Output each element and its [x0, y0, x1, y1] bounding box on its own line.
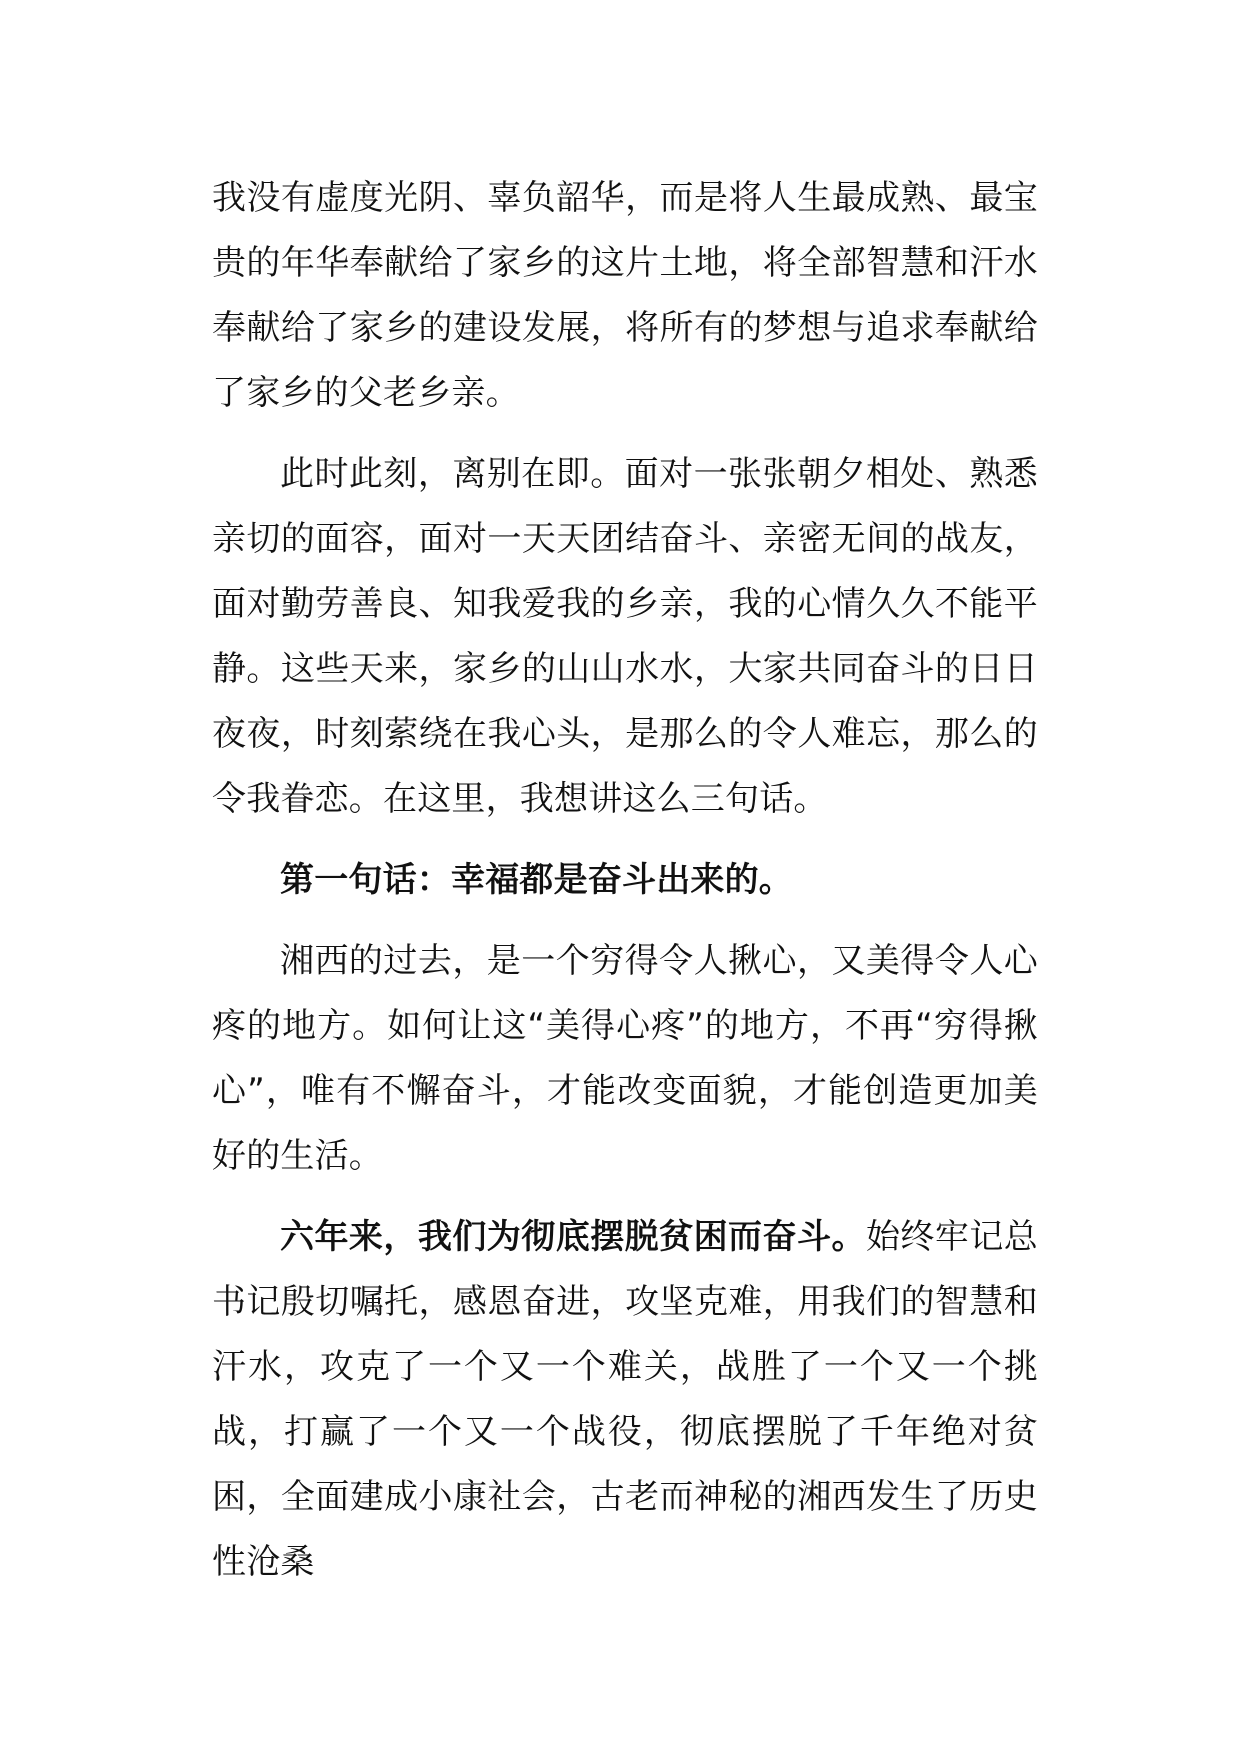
paragraph-1: 我没有虚度光阴、辜负韶华，而是将人生最成熟、最宝贵的年华奉献给了家乡的这片土地，将全部智慧和汗水奉献给了家乡的建设发展，将所有的梦想与追求奉献给了家乡的父老乡亲。: [212, 178, 1038, 413]
paragraph-5-body: 始终牢记总书记殷切嘱托，感恩奋进，攻坚克难，用我们的智慧和汗水，攻克了一个又一个难关，战胜了一个又一个挑战，打赢了一个又一个战役，彻底摆脱了千年绝对贫困，全面建成小康社会，古老而神秘的湘西发生了历史性沧桑: [212, 1217, 1039, 1582]
paragraph-5-bold-lead: 六年来，我们为彻底摆脱贫困而奋斗。: [280, 1217, 866, 1257]
paragraph-4: 湘西的过去，是一个穷得令人揪心，又美得令人心疼的地方。如何让这“美得心疼”的地方，不再“穷得揪心”，唯有不懈奋斗，才能改变面貌，才能创造更加美好的生活。: [212, 941, 1038, 1176]
paragraph-5: [212, 1205, 1038, 1595]
section-heading: 第一句话：幸福都是奋斗出来的。: [280, 860, 793, 900]
paragraph-2: 此时此刻，离别在即。面对一张张朝夕相处、熟悉亲切的面容，面对一天天团结奋斗、亲密无间的战友，面对勤劳善良、知我爱我的乡亲，我的心情久久不能平静。这些天来，家乡的山山水水，大家共同奋斗的日日夜夜，时刻萦绕在我心头，是那么的令人难忘，那么的令我眷恋。在这里，我想讲这么三句话。: [212, 454, 1038, 819]
document-body: [212, 166, 1038, 1595]
